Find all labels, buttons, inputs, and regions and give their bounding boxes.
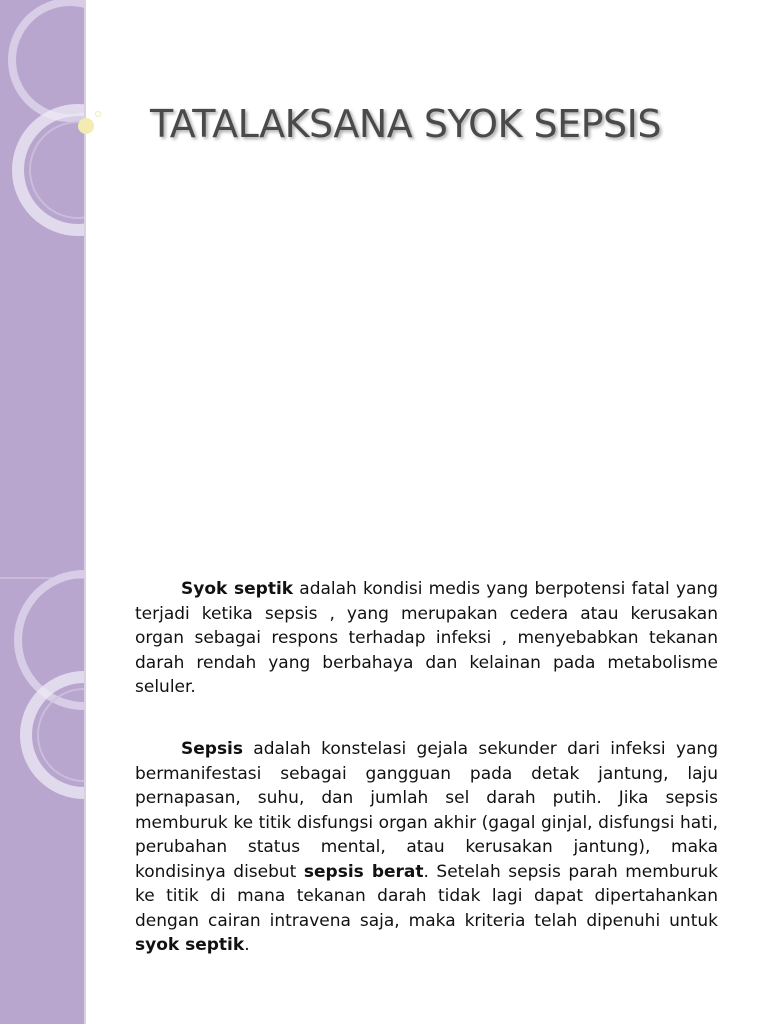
paragraph-syok-septik [135,577,718,700]
sidebar-rings-decoration [0,0,84,1024]
term-syok-septik-2: syok septik [135,935,245,955]
term-sepsis-berat: sepsis berat [303,861,424,882]
paragraph-sepsis [135,737,718,958]
paragraph1-text: adalah kondisi medis yang berpotensi fatal yang terjadi ketika sepsis , yang merupakan cedera atau kerusakan organ sebagai respons terhadap infeksi , menyebabkan tekanan darah rendah yang berbahaya dan kelainan pada metabolisme seluler. [135,579,718,697]
paragraph2-text3: . [244,935,250,955]
term-sepsis: Sepsis [181,739,244,759]
term-syok-septik: Syok septik [181,579,294,599]
paragraph2-text2: . Setelah sepsis parah memburuk ke titik di mana tekanan darah tidak lagi dapat dipertahankan dengan cairan intravena saja, maka kriteria telah dipenuhi untuk [135,861,718,931]
accent-dot-icon [74,108,104,138]
paragraph2-text1: adalah konstelasi gejala sekunder dari infeksi yang bermanifestasi sebagai gangguan pada detak jantung, laju pernapasan, suhu, dan jumlah sel darah putih. Jika sepsis memburuk ke titik disfungsi organ akhir (gagal ginjal, disfungsi hati, perubahan status mental, atau kerusakan jantung), maka kondisinya disebut [135,739,718,882]
decorative-sidebar [0,0,86,1024]
slide-title: TATALAKSANA SYOK SEPSIS [150,102,661,146]
